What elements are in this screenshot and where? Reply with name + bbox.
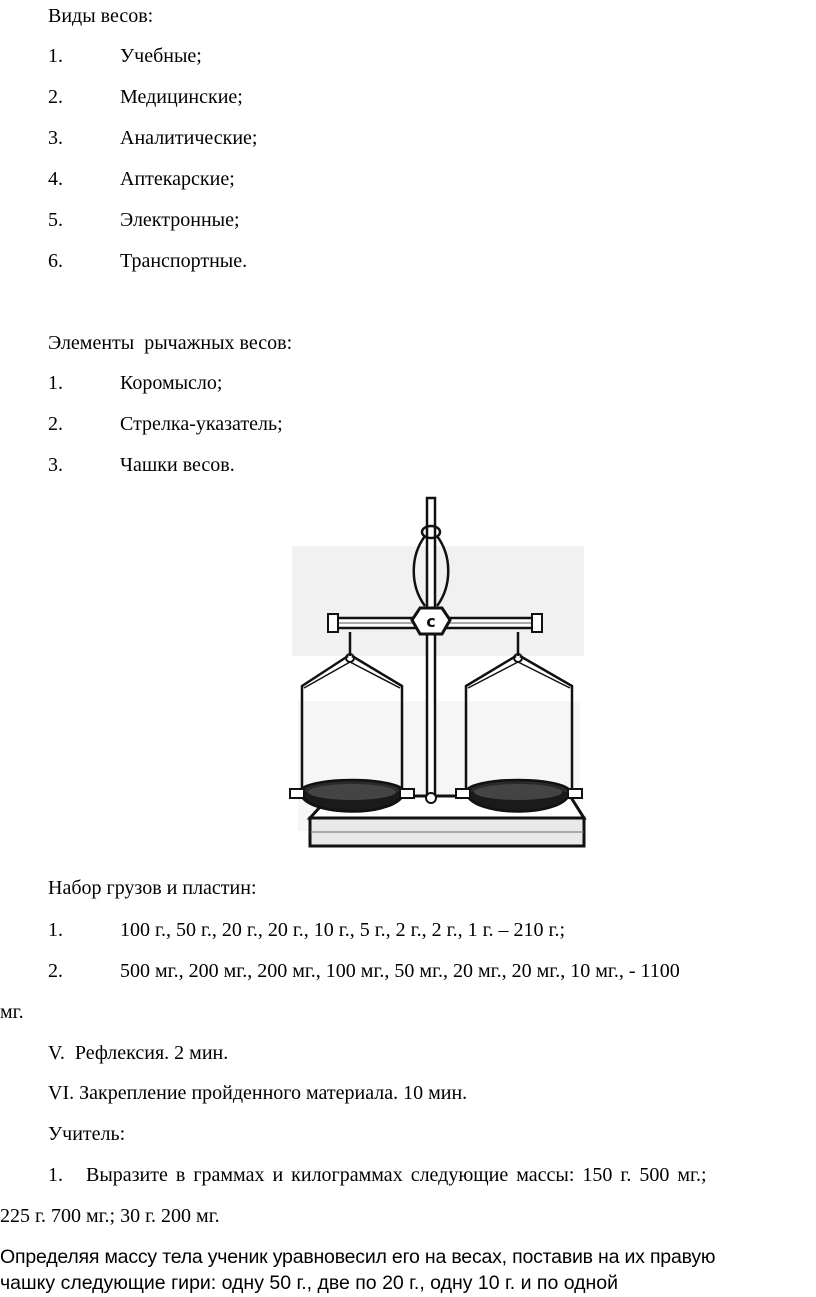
list-item-number: 6.	[48, 250, 63, 272]
list-item-number: 2.	[48, 86, 63, 108]
list-item-number: 1.	[48, 919, 63, 941]
teacher-label: Учитель:	[48, 1123, 126, 1145]
list-item-text: Медицинские;	[120, 86, 243, 108]
task-number: 1.	[48, 1164, 63, 1186]
list-item-text: Коромысло;	[120, 372, 223, 394]
stage-reflection: V. Рефлексия. 2 мин.	[48, 1042, 229, 1064]
list-item-number: 3.	[48, 454, 63, 476]
list-item-number: 1.	[48, 372, 63, 394]
list-item-number: 2.	[48, 960, 63, 982]
balance-scale-illustration	[284, 496, 590, 858]
list-item-number: 5.	[48, 209, 63, 231]
list-item-text: Учебные;	[120, 45, 202, 67]
list-item-number: 4.	[48, 168, 63, 190]
list-item-text: Аптекарские;	[120, 168, 235, 190]
pivot-letter: c	[426, 612, 436, 631]
task-continuation: 225 г. 700 мг.; 30 г. 200 мг.	[0, 1205, 220, 1227]
list-item-text: Чашки весов.	[120, 454, 235, 476]
weights-heading: Набор грузов и пластин:	[48, 877, 257, 899]
list-item-number: 3.	[48, 127, 63, 149]
list-item-number: 2.	[48, 413, 63, 435]
list-item-text: 100 г., 50 г., 20 г., 20 г., 10 г., 5 г., 2 г., 2 г., 1 г. – 210 г.;	[120, 919, 566, 941]
elements-heading: Элементы рычажных весов:	[48, 332, 293, 354]
problem-line-2: чашку следующие гири: одну 50 г., две по 20 г., одну 10 г. и по одной	[0, 1272, 619, 1294]
types-heading: Виды весов:	[48, 5, 154, 27]
stage-consolidation: VI. Закрепление пройденного материала. 10 мин.	[48, 1082, 468, 1104]
list-item-text: Аналитические;	[120, 127, 258, 149]
list-item-number: 1.	[48, 45, 63, 67]
list-item-text: 500 мг., 200 мг., 200 мг., 100 мг., 50 мг., 20 мг., 20 мг., 10 мг., - 1100	[120, 960, 680, 982]
problem-line-1: Определяя массу тела ученик уравновесил его на весах, поставив на их правую	[0, 1246, 716, 1268]
list-item-text: Электронные;	[120, 209, 240, 231]
list-item-text: Стрелка-указатель;	[120, 413, 283, 435]
balance-scale-icon	[284, 496, 590, 858]
list-item-text: Транспортные.	[120, 250, 248, 272]
task-text: Выразите в граммах и килограммах следующие массы: 150 г. 500 мг.;	[86, 1164, 707, 1186]
list-item-continuation: мг.	[0, 1001, 24, 1023]
